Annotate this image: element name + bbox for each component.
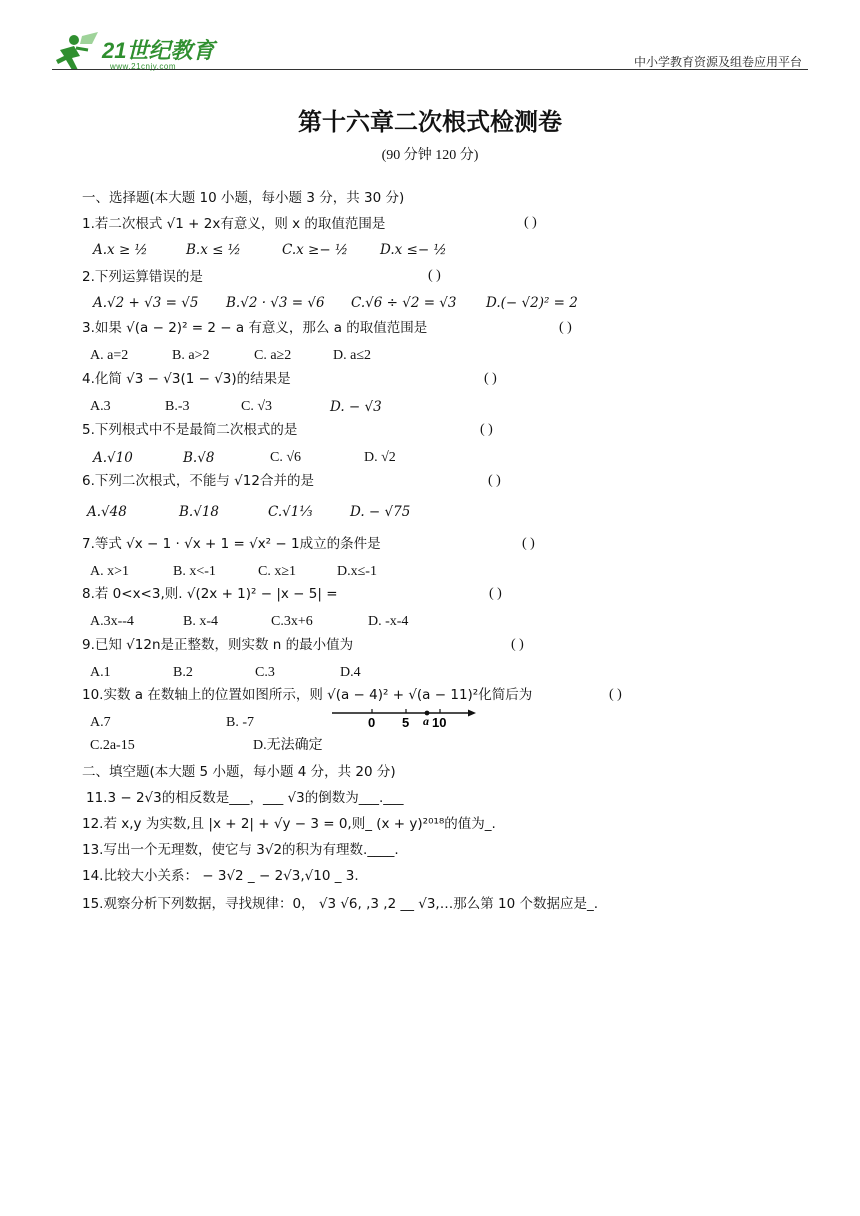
label-a: a [423,714,429,728]
q1-option-c: C.x ≥− ½ [282,242,349,258]
q2-option-c: C.√6 ÷ √2 = √3 [351,295,457,311]
q9-option-c: C.3 [255,665,275,680]
logo-subtext: www.21cnjy.com [110,62,176,71]
q3-option-c: C. a≥2 [254,348,292,363]
answer-blank-10: ( ) [609,687,622,702]
number-line-figure [330,708,480,732]
q2-option-b: B.√2 · √3 = √6 [226,295,325,311]
q2-option-d: D.(− √2)² = 2 [486,295,578,311]
answer-blank-7: ( ) [522,536,535,551]
q10-option-b: B. -7 [226,715,254,730]
fill-question-13: 13.写出一个无理数，使它与 3√2的积为有理数.____. [82,842,399,858]
q6-option-b: B.√18 [179,504,219,520]
logo [52,30,227,74]
q4-option-d: D. − √3 [330,399,382,415]
question-6: 6.下列二次根式，不能与 √12合并的是 [82,473,314,489]
q7-option-b: B. x<-1 [173,564,216,579]
fill-question-11: 11.3 − 2√3的相反数是___，___ √3的倒数为___.___ [86,790,404,806]
q8-option-d: D. -x-4 [368,614,409,629]
fill-question-12: 12.若 x,y 为实数,且 |x + 2| + √y − 3 = 0,则_ (x + y)²⁰¹⁸的值为_. [82,816,496,832]
answer-blank-3: ( ) [559,320,572,335]
question-2: 2.下列运算错误的是 [82,269,203,285]
question-5: 5.下列根式中不是最简二次根式的是 [82,422,298,438]
q8-option-b: B. x-4 [183,614,218,629]
question-7: 7.等式 √x − 1 · √x + 1 = √x² − 1成立的条件是 [82,536,381,552]
q2-option-a: A.√2 + √3 = √5 [93,295,199,311]
q9-option-b: B.2 [173,665,193,680]
answer-blank-2: ( ) [428,268,441,283]
answer-blank-8: ( ) [489,586,502,601]
question-8: 8.若 0<x<3,则. √(2x + 1)² − |x − 5| = [82,586,338,602]
q10-option-a: A.7 [90,715,111,730]
q6-option-d: D. − √75 [350,504,411,520]
platform-name: 中小学教育资源及组卷应用平台 [633,55,802,69]
answer-blank-4: ( ) [484,371,497,386]
q4-option-c: C. √3 [241,399,273,414]
q8-option-a: A.3x--4 [90,614,134,629]
answer-blank-5: ( ) [480,422,493,437]
question-4: 4.化简 √3 − √3(1 − √3)的结果是 [82,371,291,387]
answer-blank-9: ( ) [511,637,524,652]
runner-icon [52,30,102,74]
answer-blank-6: ( ) [488,473,501,488]
question-3: 3.如果 √(a − 2)² = 2 − a 有意义，那么 a 的取值范围是 [82,320,428,336]
logo-text: 21世纪教育 [102,38,215,63]
q10-option-c: C.2a-15 [90,738,135,753]
q7-option-a: A. x>1 [90,564,130,579]
q3-option-b: B. a>2 [172,348,210,363]
question-9: 9.已知 √12n是正整数，则实数 n 的最小值为 [82,637,354,653]
q5-option-b: B.√8 [183,450,215,466]
q9-option-a: A.1 [90,665,111,680]
q7-option-d: D.x≤-1 [337,564,377,579]
q10-option-d: D.无法确定 [253,738,323,753]
label-0: 0 [368,715,376,730]
section-1-heading: 一、选择题(本大题 10 小题，每小题 3 分，共 30 分) [82,190,405,206]
q5-option-a: A.√10 [93,450,133,466]
q3-option-d: D. a≤2 [333,348,372,363]
q4-option-b: B.-3 [165,399,190,414]
fill-question-15: 15.观察分析下列数据，寻找规律：0， √3 √6, ,3 ,2 __ √3,…那么第 10 个数据应是_. [82,896,599,912]
section-2-heading: 二、填空题(本大题 5 小题，每小题 4 分，共 20 分) [82,764,396,780]
q6-option-a: A.√48 [87,504,127,520]
q1-option-d: D.x ≤− ½ [380,242,447,258]
q1-option-b: B.x ≤ ½ [186,242,241,258]
q4-option-a: A.3 [90,399,111,414]
page-subtitle: (90 分钟 120 分) [381,148,479,163]
fill-question-14: 14.比较大小关系： − 3√2 _ − 2√3,√10 _ 3. [82,868,359,884]
q3-option-a: A. a=2 [90,348,129,363]
q7-option-c: C. x≥1 [258,564,297,579]
page-title: 第十六章二次根式检测卷 [298,108,562,136]
q1-option-a: A.x ≥ ½ [93,242,148,258]
q8-option-c: C.3x+6 [271,614,313,629]
question-10: 10.实数 a 在数轴上的位置如图所示，则 √(a − 4)² + √(a − 11)²化简后为 [82,687,533,703]
answer-blank-1: ( ) [524,215,537,230]
label-5: 5 [402,715,410,730]
arrow-icon [468,710,476,717]
q5-option-d: D. √2 [364,450,396,465]
q6-option-c: C.√1⅓ [268,504,313,520]
q9-option-d: D.4 [340,665,361,680]
q5-option-c: C. √6 [270,450,302,465]
question-1: 1.若二次根式 √1 + 2x有意义，则 x 的取值范围是 [82,216,386,232]
header-divider [52,69,808,70]
label-10: 10 [432,715,447,730]
